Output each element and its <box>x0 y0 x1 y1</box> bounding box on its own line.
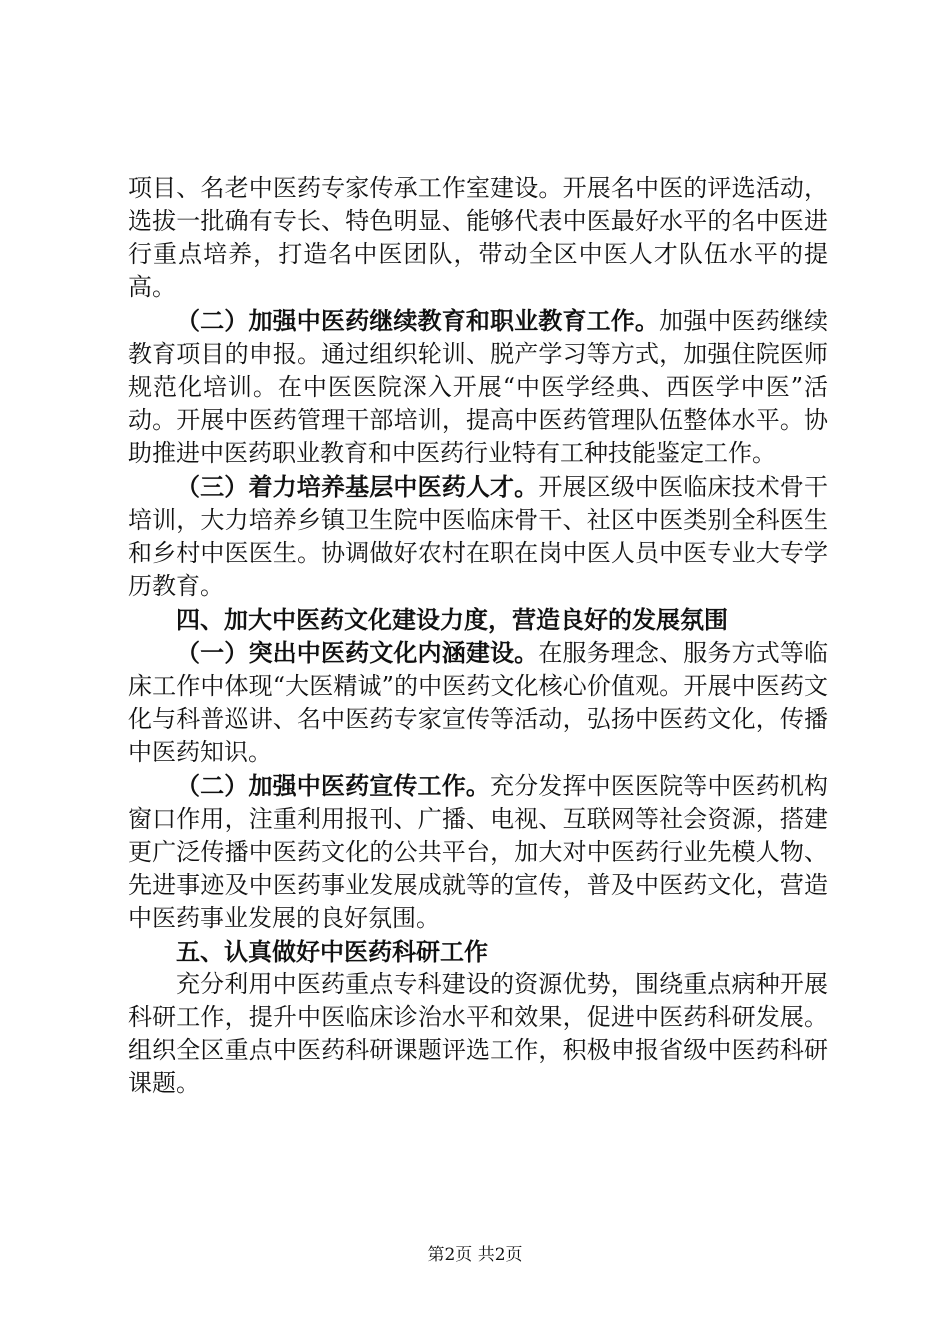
paragraph-text: 加强中医药继续教育项目的申报。通过组织轮训、脱产学习等方式，加强住院医师规范化培训。在中医医院深入开展“中医学经典、西医学中医”活动。开展中医药管理干部培训，提高中医药管理队伍整体水平。协助推进中医药职业教育和中医药行业特有工种技能鉴定工作。 <box>128 307 829 467</box>
paragraph-lead: （三）着力培养基层中医药人才。 <box>176 472 539 501</box>
section-heading-culture: 四、加大中医药文化建设力度，营造良好的发展氛围 <box>176 605 728 634</box>
paragraph-research <box>128 968 828 1100</box>
paragraph-text: 充分发挥中医医院等中医药机构窗口作用，注重利用报刊、广播、电视、互联网等社会资源，搭建更广泛传播中医药文化的公共平台，加大对中医药行业先模人物、先进事迹及中医药事业发展成就等的宣传，普及中医药文化，营造中医药事业发展的良好氛围。 <box>128 772 828 932</box>
document-body <box>128 172 828 1100</box>
paragraph-culture-connotation <box>128 636 828 769</box>
paragraph-text: 开展区级中医临床技术骨干培训，大力培养乡镇卫生院中医临床骨干、社区中医类别全科医生和乡村中医医生。协调做好农村在职在岗中医人员中医专业大专学历教育。 <box>128 473 829 600</box>
paragraph-continuing-education <box>128 304 828 470</box>
page-footer: 第2页 共2页 <box>427 1245 523 1265</box>
section-heading-research: 五、认真做好中医药科研工作 <box>176 937 488 966</box>
paragraph-text: 在服务理念、服务方式等临床工作中体现“大医精诚”的中医药文化核心价值观。开展中医药文化与科普巡讲、名中医药专家宣传等活动，弘扬中医药文化，传播中医药知识。 <box>128 639 829 766</box>
paragraph-lead: （二）加强中医药继续教育和职业教育工作。 <box>176 306 660 335</box>
paragraph-publicity <box>128 769 828 935</box>
paragraph-continuation <box>128 172 828 304</box>
paragraph-grassroots-talent <box>128 470 828 603</box>
paragraph-lead: （二）加强中医药宣传工作。 <box>176 771 490 800</box>
paragraph-text: 项目、名老中医药专家传承工作室建设。开展名中医的评选活动，选拔一批确有专长、特色明显、能够代表中医最好水平的名中医进行重点培养，打造名中医团队，带动全区中医人才队伍水平的提高。 <box>128 174 828 301</box>
paragraph-lead: （一）突出中医药文化内涵建设。 <box>176 638 539 667</box>
paragraph-text: 充分利用中医药重点专科建设的资源优势，围绕重点病种开展科研工作，提升中医临床诊治水平和效果，促进中医药科研发展。组织全区重点中医药科研课题评选工作，积极申报省级中医药科研课题。 <box>128 970 828 1097</box>
